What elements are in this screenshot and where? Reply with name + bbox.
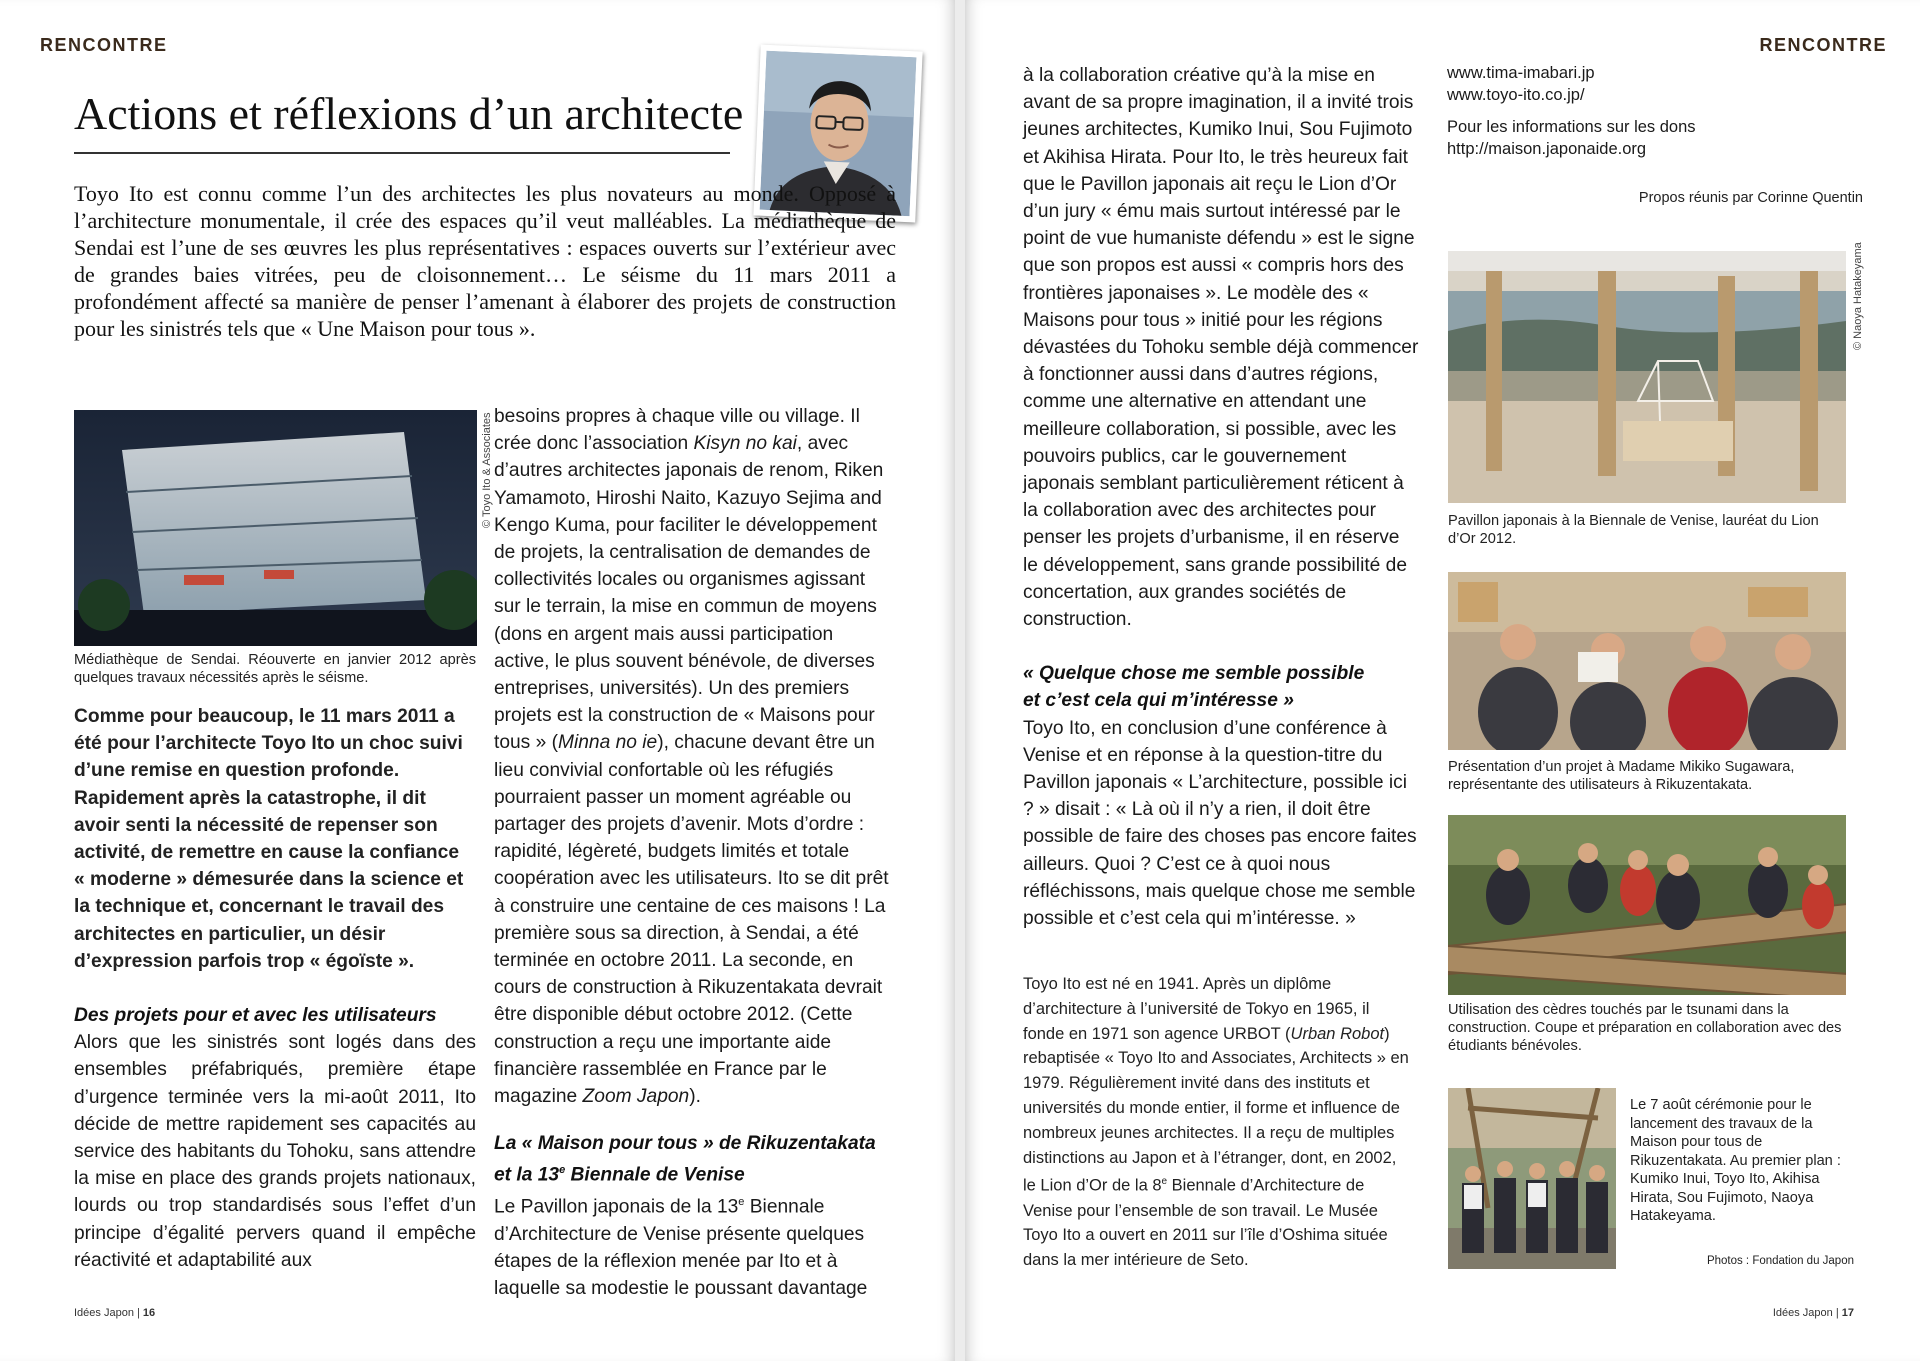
pavilion-caption: Pavillon japonais à la Biennale de Venise, lauréat du Lion d’Or 2012.: [1448, 513, 1819, 547]
column-3-quote: Toyo Ito, en conclusion d’une conférence à Venise et en réponse à la question-titre du Pavillon japonais « L’architecture, possible ici ? » disait : « Là où il n’y a rien, il doit être possible de faire des choses pas encore faites ailleurs. Quoi ? C’est ce à quoi nous réfléchissons, mais quelque chose me semble possible et c’est cela qui m’intéresse. »: [1023, 717, 1417, 930]
presentation-caption: Présentation d’un projet à Madame Mikiko Sugawara, représentante des utilisateurs à Rikuzentakata.: [1448, 759, 1795, 793]
subheading-maison-pour-tous: La « Maison pour tous » de Rikuzentakata et la 13e Biennale de Venise: [494, 1133, 876, 1186]
folio-right: Idées Japon | 17: [1772, 1307, 1854, 1319]
column-3: [1023, 62, 1419, 932]
subheading-projets-utilisateurs: Des projets pour et avec les utilisateurs: [74, 1005, 437, 1027]
column-2-pavillon-text: Le Pavillon japonais de la 13e Biennale d’Architecture de Venise présente quelques étapes de la réflexion menée par Ito et à laquelle sa modestie le poussant davantage: [494, 1196, 868, 1300]
pavilion-photo-credit: © Naoya Hatakeyama: [1852, 242, 1864, 350]
sendai-mediatheque-photo: [74, 410, 477, 646]
column-1-text: Alors que les sinistrés sont logés dans des ensembles préfabriqués, première étape d’urgence terminée vers la mi-août 2011, Ito décide de mettre rapidement ses capacités au service des habitants du Tohoku, sans attendre la mise en place des grands projets nationaux, lourds ou trop standardisés sous l’effet d’un principe d’égalité pervers quand il empêche réactivité et adaptabilité aux: [74, 1032, 476, 1271]
folio-left: Idées Japon | 16: [74, 1307, 156, 1319]
column-1: [74, 703, 476, 1274]
right-page: [965, 0, 1920, 1361]
donation-info: Pour les informations sur les dons: [1447, 118, 1696, 136]
photos-credit: Photos : Fondation du Japon: [1706, 1255, 1854, 1267]
link-toyo-ito[interactable]: www.toyo-ito.co.jp/: [1447, 86, 1585, 104]
left-page: [0, 0, 955, 1361]
cedar-logs-photo: [1448, 815, 1846, 995]
links-block: [1447, 62, 1847, 160]
lead-paragraph: Toyo Ito est connu comme l’un des architectes les plus novateurs au monde. Opposé à l’architecture monumentale, il crée des espaces qu’il veut malléables. La médiathèque de Sendai est l’une de ses œuvres les plus représentatives : espaces ouverts sur l’extérieur avec de grandes baies vitrées, peu de cloisonnement… Le séisme du 11 mars 2011 a profondément affecté sa manière de penser l’amenant à élaborer des projets de construction pour les sinistrés tels que « Une Maison pour tous ».: [74, 181, 896, 341]
link-tima[interactable]: www.tima-imabari.jp: [1447, 64, 1595, 82]
article-title: Actions et réflexions d’un architecte: [74, 88, 744, 139]
section-tag: RENCONTRE: [40, 35, 168, 55]
sendai-photo-caption: Médiathèque de Sendai. Réouverte en janvier 2012 après quelques travaux nécessités après le séisme.: [74, 652, 476, 686]
cedar-caption: Utilisation des cèdres touchés par le tsunami dans la construction. Coupe et préparation en collaboration avec des étudiants bénévoles.: [1448, 1002, 1842, 1054]
link-donation[interactable]: http://maison.japonaide.org: [1447, 140, 1647, 158]
subheading-quelque-chose: « Quelque chose me semble possible et c’est cela qui m’intéresse »: [1023, 663, 1365, 712]
ceremony-photo: [1448, 1088, 1616, 1269]
intro-bold-paragraph: Comme pour beaucoup, le 11 mars 2011 a été pour l’architecte Toyo Ito un choc suivi d’une remise en question profonde. Rapidement après la catastrophe, il dit avoir senti la nécessité de repenser son activité, de remettre en cause la confiance « moderne » démesurée dans la science et la technique et, concernant le travail des architectes en particulier, un désir d’expression parfois trop « égoïste ».: [74, 706, 464, 972]
venice-pavilion-photo: [1448, 251, 1846, 503]
interview-credit: Propos réunis par Corinne Quentin: [1638, 190, 1863, 206]
ceremony-caption: Le 7 août cérémonie pour le lancement des travaux de la Maison pour tous de Rikuzentakata. Au premier plan : Kumiko Inui, Toyo Ito, Akihisa Hirata, Sou Fujimoto, Naoya Hatakeyama.: [1630, 1097, 1841, 1224]
sendai-photo-credit: © Toyo Ito & Associates: [481, 412, 493, 528]
presentation-photo: [1448, 572, 1846, 750]
toyo-ito-biography: Toyo Ito est né en 1941. Après un diplôme d’architecture à l’université de Tokyo en 1965, il fonde en 1971 son agence URBOT (Urban Robot) rebaptisée « Toyo Ito and Associates, Architects » en 1979. Régulièrement invité dans des instituts et universités du monde entier, il forme et influence de nombreux jeunes architectes. Il a reçu de multiples distinctions au Japon et à l’étranger, dont, en 2002, le Lion d’Or de la 8e Biennale d’Architecture de Venise pour l’ensemble de son travail. Le Musée Toyo Ito a ouvert en 2011 sur l’île d’Oshima située dans la mer intérieure de Seto.: [1023, 975, 1409, 1270]
column-3-text: à la collaboration créative qu’à la mise en avant de sa propre imagination, il a invité trois jeunes architectes, Kumiko Inui, Sou Fujimoto et Akihisa Hirata. Pour Ito, le très heureux fait que le Pavillon japonais ait reçu le Lion d’Or d’un jury « ému mais surtout intéressé par le point de vue humaniste défendu » est le signe que son propos est aussi « compris hors des frontières japonaises ». Le modèle des « Maisons pour tous » initié pour les régions dévastées du Tohoku semble déjà commencer à fonctionner aussi dans d’autres régions, comme une alternative en attendant une meilleure collaboration, si possible, avec les pouvoirs publics, car le gouvernement japonais semblant particulièrement réticent à la collaboration avec des architectes pour penser les projets d’urbanisme, il en réserve le développement, sans grande possibilité de concertation, aux grandes sociétés de construction.: [1023, 65, 1419, 631]
column-2: [494, 403, 890, 1302]
column-2-text: besoins propres à chaque ville ou village. Il crée donc l’association Kisyn no kai, avec d’autres architectes japonais de renom, Riken Yamamoto, Hiroshi Naito, Kazuyo Sejima and Kengo Kuma, pour faciliter le développement de projets, la centralisation de demandes de collectivités locales ou organismes agissant sur le terrain, la mise en commun de moyens (dons en argent mais aussi participation active, le plus souvent bénévole, de diverses entreprises, universités). Un des premiers projets est la construction de « Maisons pour tous » (Minna no ie), chacune devant être un lieu convivial confortable où les réfugiés pourraient passer un moment agréable ou partager des projets d’avenir. Mots d’ordre : rapidité, légèreté, budgets limités et totale coopération avec les utilisateurs. Ito se dit prêt à construire une centaine de ces maisons ! La première sous sa direction, à Sendai, a été terminée en octobre 2011. La seconde, en cours de construction à Rikuzentakata devrait être disponible début octobre 2012. (Cette construction a reçu une importante aide financière rassemblée en France par le magazine Zoom Japon).: [494, 406, 889, 1108]
section-tag-right: RENCONTRE: [1759, 35, 1887, 55]
title-rule: [74, 152, 730, 154]
